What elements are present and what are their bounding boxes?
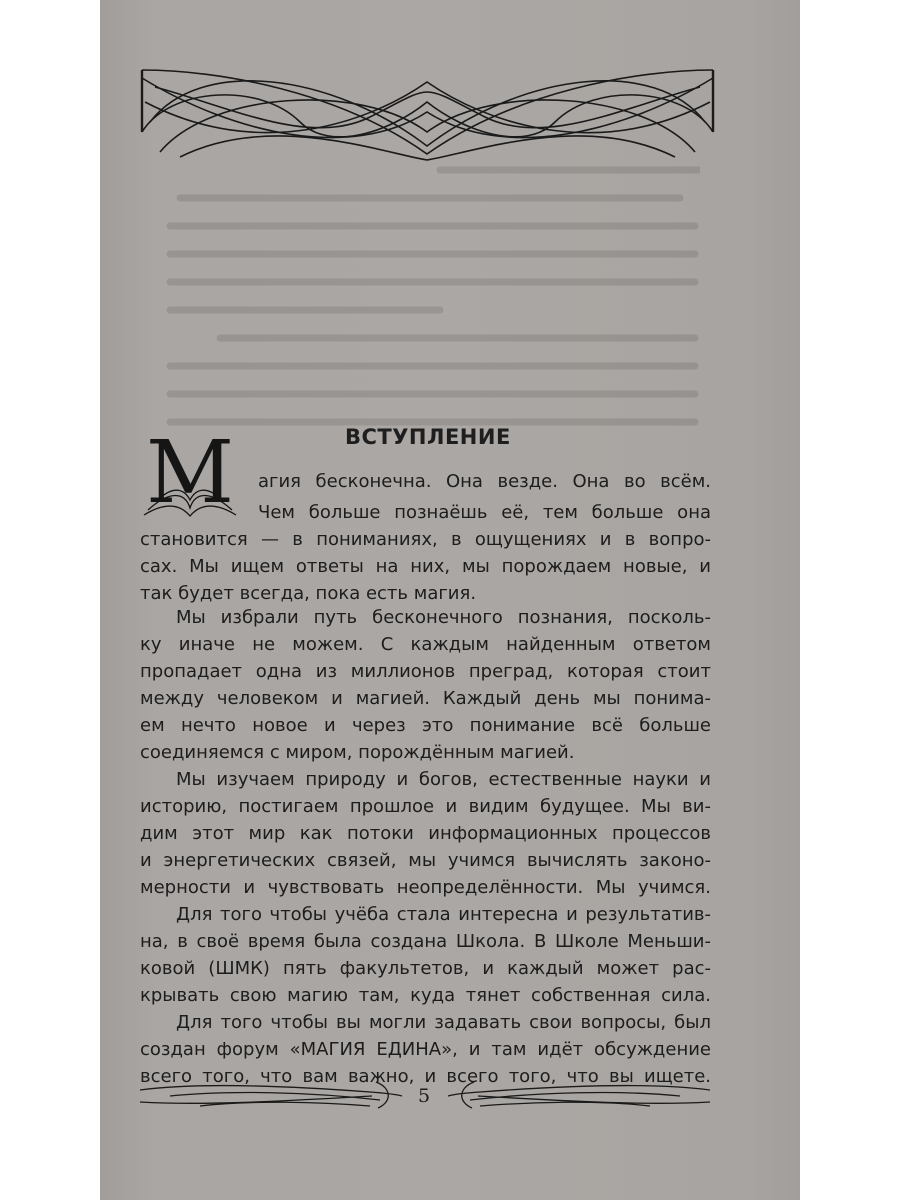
- text-line: крывать свою магию там, куда тянет собственная сила.: [140, 985, 711, 1006]
- paragraph-start-line: Мы изучаем природу и богов, естественные науки и: [176, 769, 711, 790]
- bleed-through-texture: [140, 160, 700, 450]
- drop-cap-letter: [140, 430, 240, 520]
- paragraph-start-line: Для того чтобы вы могли задавать свои вопросы, был: [176, 1012, 711, 1033]
- text-line: агия бесконечна. Она везде. Она во всём.: [258, 471, 711, 492]
- text-line: на, в своё время была создана Школа. В Школе Меньши-: [140, 931, 711, 952]
- top-ornament: [140, 62, 715, 167]
- text-line: ковой (ШМК) пять факультетов, и каждый может рас-: [140, 958, 711, 979]
- text-line: так будет всегда, пока есть магия.: [140, 583, 477, 604]
- drop-cap-glyph: М: [145, 430, 235, 520]
- text-line: дим этот мир как потоки информационных процессов: [140, 823, 711, 844]
- text-line: создан форум «МАГИЯ ЕДИНА», и там идёт обсуждение: [140, 1039, 711, 1060]
- text-line: историю, постигаем прошлое и видим будущее. Мы ви-: [140, 796, 711, 817]
- text-line: всего того, что вам важно, и всего того, что вы ищете.: [140, 1066, 711, 1087]
- text-line: Чем больше познаёшь её, тем больше она: [258, 502, 711, 523]
- text-line: становится — в пониманиях, в ощущениях и в вопро-: [140, 529, 711, 550]
- text-line: между человеком и магией. Каждый день мы понима-: [140, 688, 711, 709]
- text-line: сах. Мы ищем ответы на них, мы порождаем новые, и: [140, 556, 711, 577]
- text-line: ем нечто новое и через это понимание всё больше: [140, 715, 711, 736]
- bottom-ornament-right: [445, 1080, 710, 1110]
- page-number: 5: [417, 1085, 431, 1107]
- text-line: пропадает одна из миллионов преград, которая стоит: [140, 661, 711, 682]
- chapter-heading: ВСТУПЛЕНИЕ: [345, 425, 511, 449]
- text-line: мерности и чувствовать неопределённости. Мы учимся.: [140, 877, 711, 898]
- text-line: и энергетических связей, мы учимся вычислять законо-: [140, 850, 711, 871]
- bottom-ornament-left: [140, 1080, 405, 1110]
- text-line: соединяемся с миром, порождённым магией.: [140, 742, 575, 763]
- text-line: ку иначе не можем. С каждым найденным ответом: [140, 634, 711, 655]
- paragraph-start-line: Для того чтобы учёба стала интересна и результатив-: [176, 904, 711, 925]
- paragraph-start-line: Мы избрали путь бесконечного познания, посколь-: [176, 607, 711, 628]
